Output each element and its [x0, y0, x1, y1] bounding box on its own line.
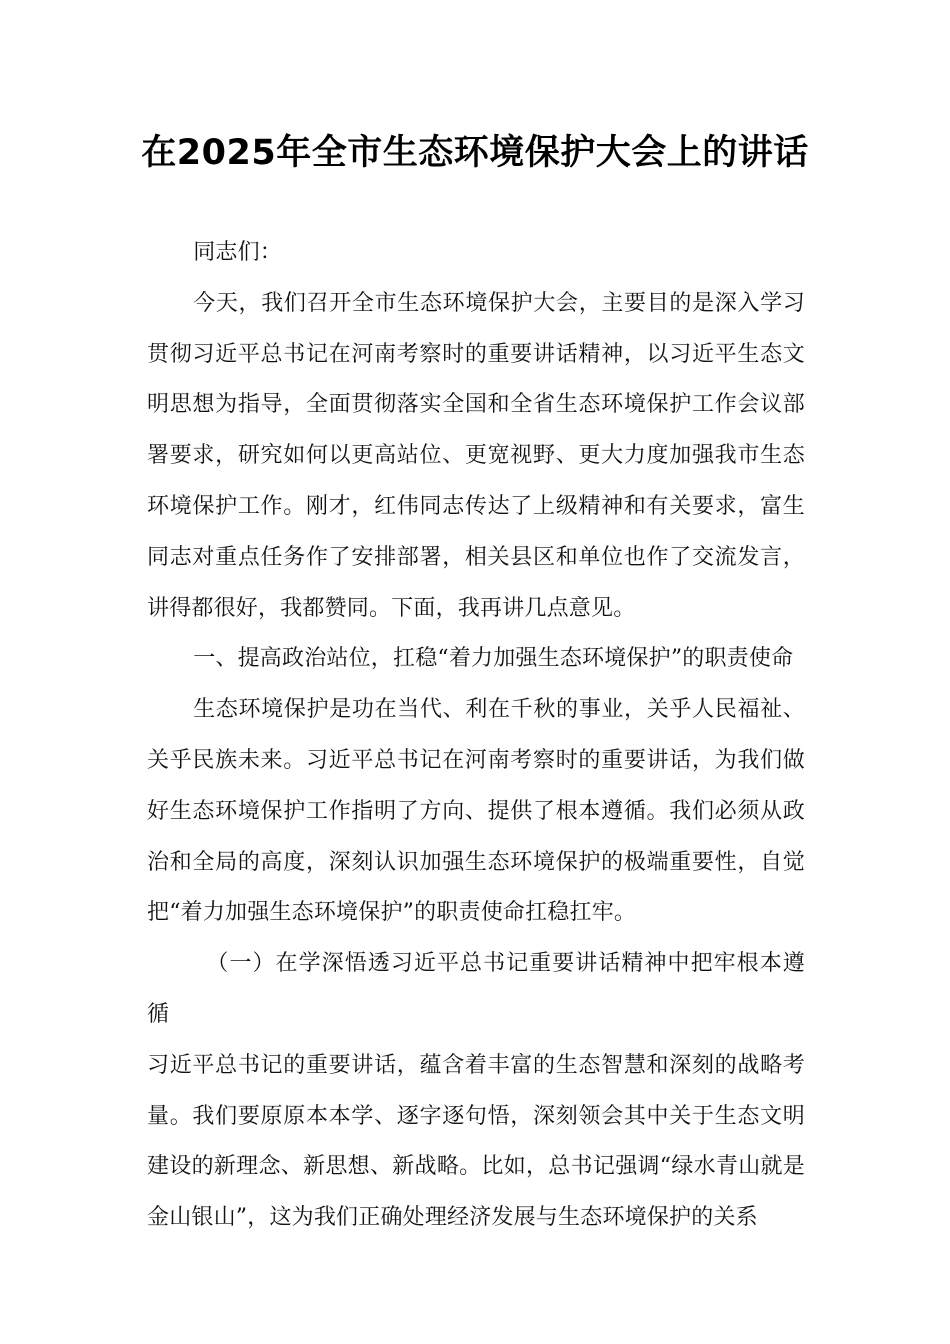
subsection-heading-1: （一）在学深悟透习近平总书记重要讲话精神中把牢根本遵循: [147, 951, 805, 1027]
document-title: 在2025年全市生态环境保护大会上的讲话: [141, 133, 809, 173]
paragraph-subsection-1: 习近平总书记的重要讲话，蕴含着丰富的生态智慧和深刻的战略考量。我们要原原本本学、逐字逐句悟，深刻领会其中关于生态文明建设的新理念、新思想、新战略。比如，总书记强调“绿水青山就是金山银山”，这为我们正确处理经济发展与生态环境保护的关系: [147, 1052, 805, 1231]
paragraph-section-1: 生态环境保护是功在当代、利在千秋的事业，关乎人民福祉、关乎民族未来。习近平总书记在河南考察时的重要讲话，为我们做好生态环境保护工作指明了方向、提供了根本遵循。我们必须从政治和全局的高度，深刻认识加强生态环境保护的极端重要性，自觉把“着力加强生态环境保护”的职责使命扛稳扛牢。: [147, 697, 805, 926]
section-heading-1: 一、提高政治站位，扛稳“着力加强生态环境保护”的职责使命: [193, 646, 794, 672]
document-body: [147, 228, 805, 1244]
paragraph-intro: 今天，我们召开全市生态环境保护大会，主要目的是深入学习贯彻习近平总书记在河南考察时的重要讲话精神，以习近平生态文明思想为指导，全面贯彻落实全国和全省生态环境保护工作会议部署要求，研究如何以更高站位、更宽视野、更大力度加强我市生态环境保护工作。刚才，红伟同志传达了上级精神和有关要求，富生同志对重点任务作了安排部署，相关县区和单位也作了交流发言，讲得都很好，我都赞同。下面，我再讲几点意见。: [147, 290, 805, 621]
salutation: 同志们：: [193, 240, 282, 265]
